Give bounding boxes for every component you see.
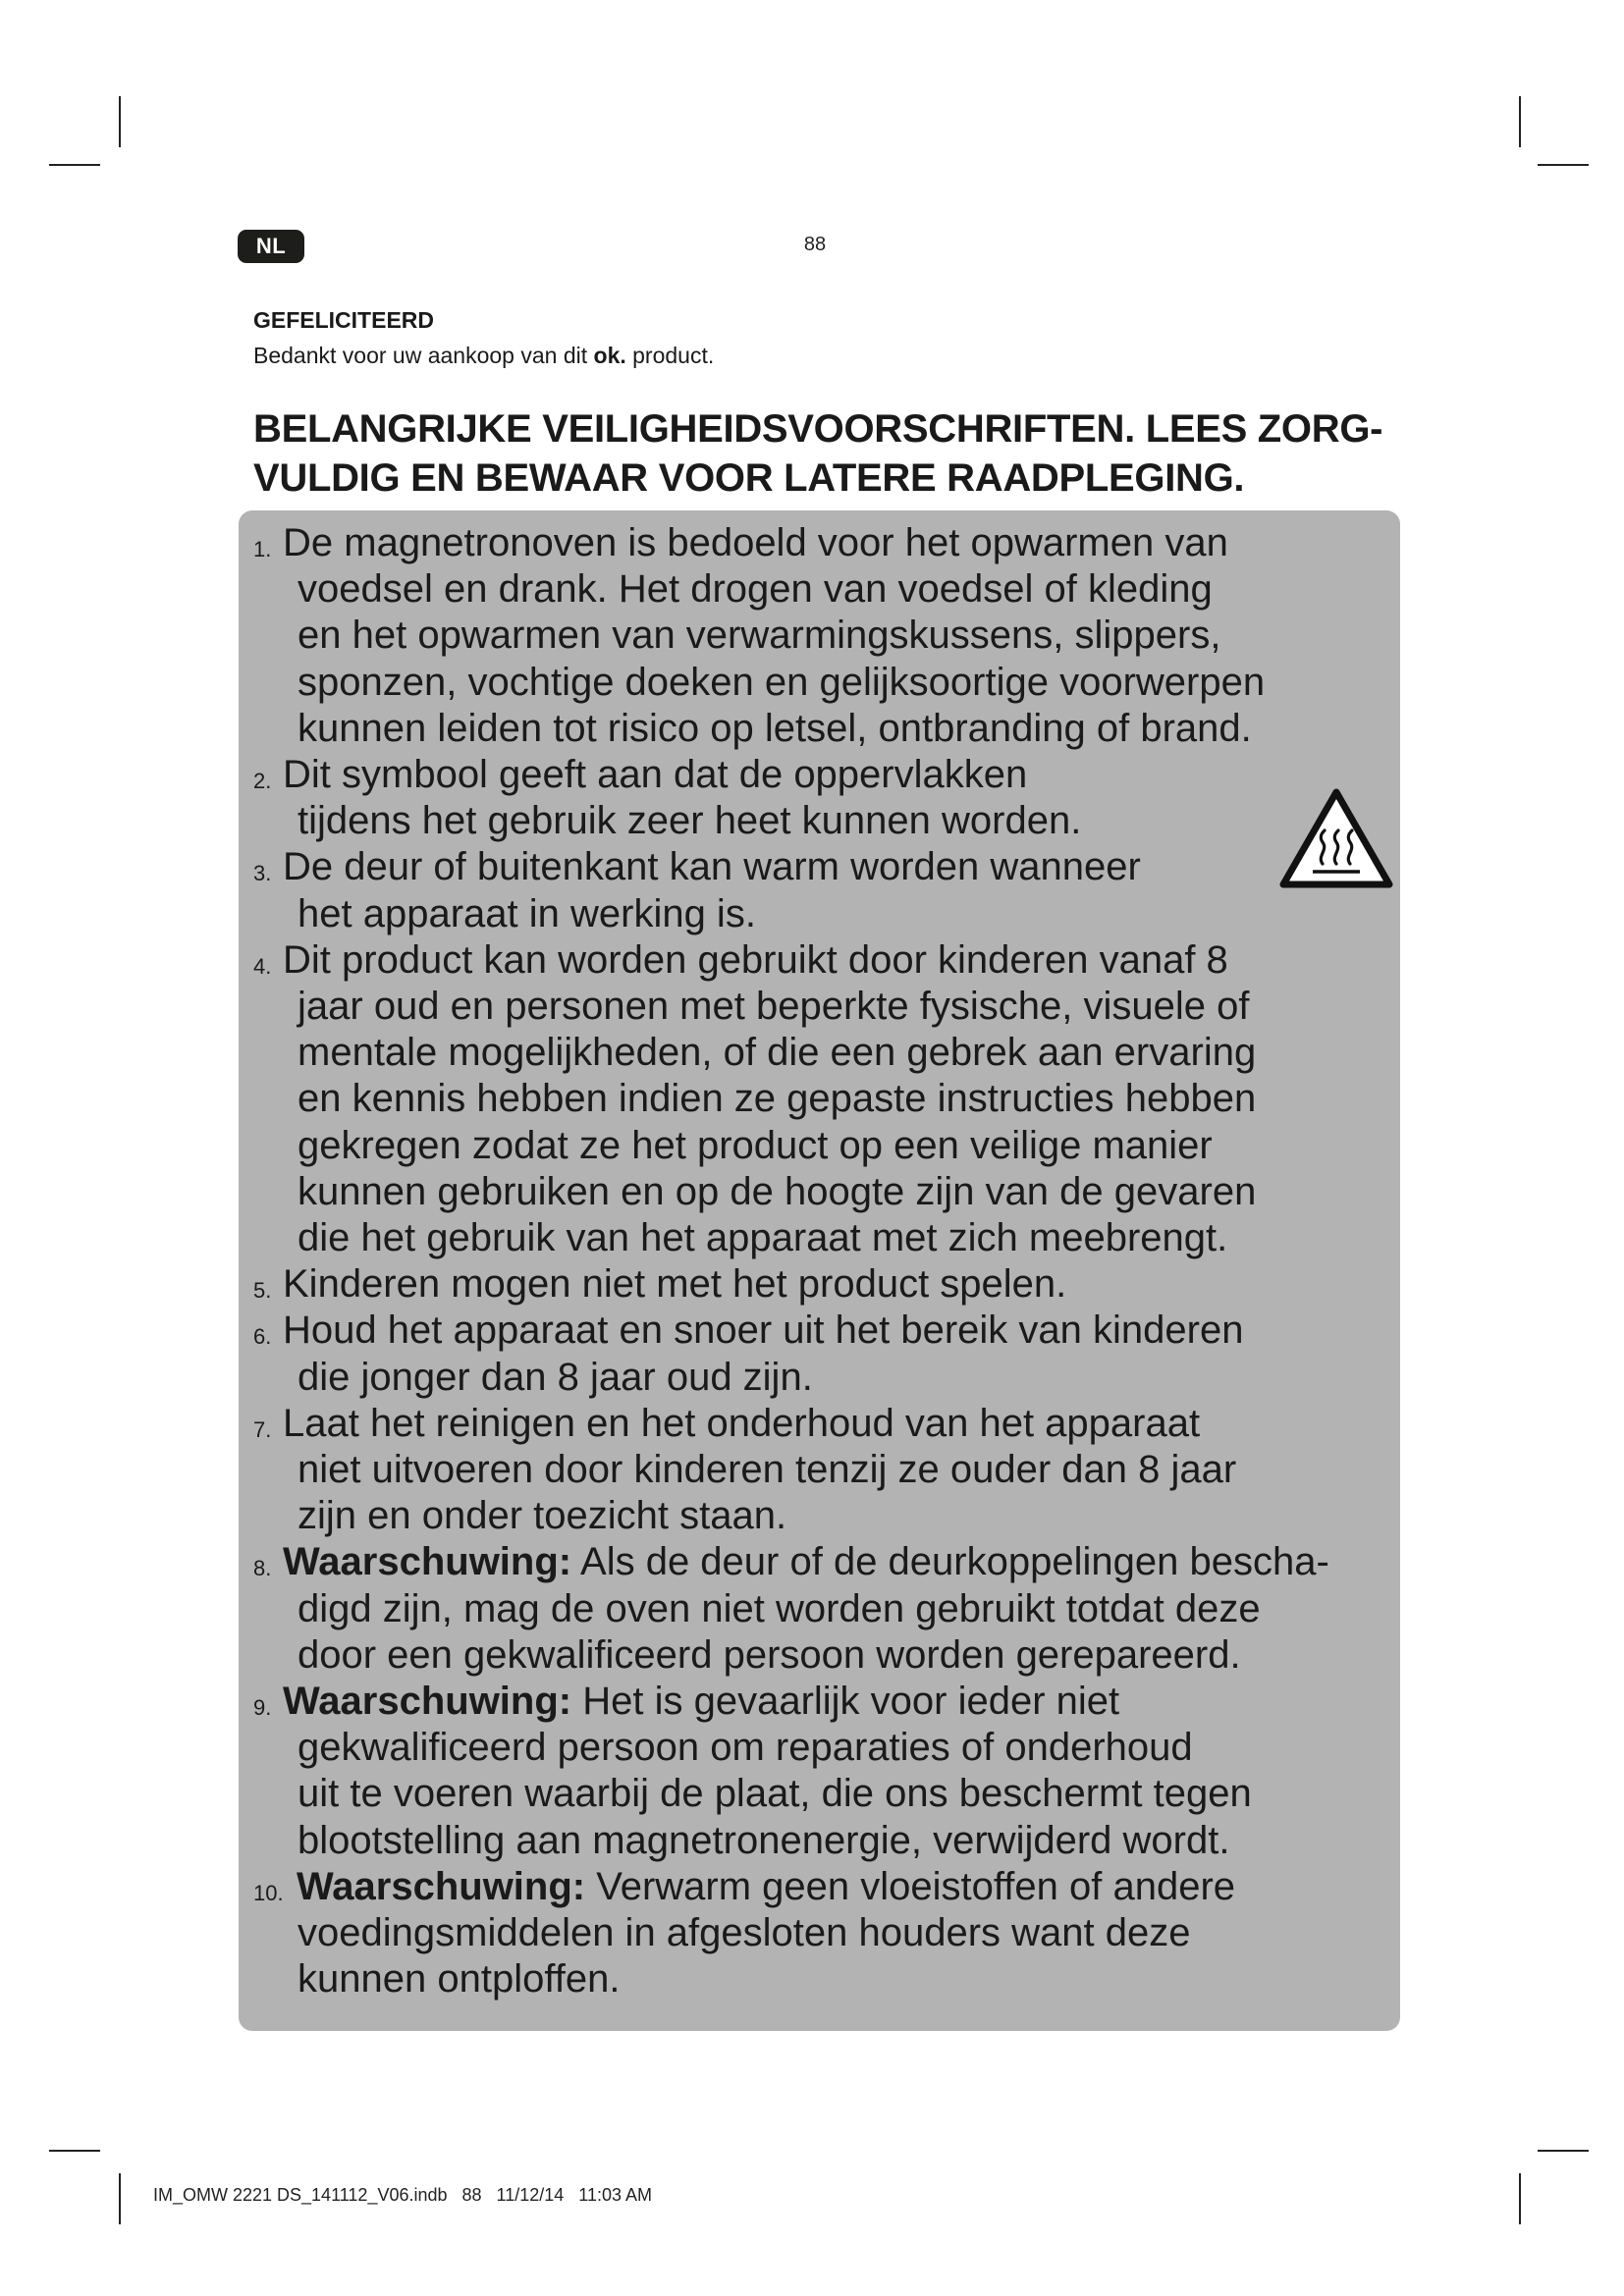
item-line: jaar oud en personen met beperkte fysische, visuele of <box>298 985 1250 1029</box>
brand-name: ok. <box>593 343 626 368</box>
list-item <box>253 1864 1382 2003</box>
item-line: De deur of buitenkant kan warm worden wanneer <box>283 845 1141 889</box>
item-number: 7. <box>253 1416 272 1442</box>
item-number: 8. <box>253 1556 272 1581</box>
item-number: 10. <box>253 1880 284 1905</box>
item-line: door een gekwalificeerd persoon worden gerepareerd. <box>298 1632 1241 1677</box>
warning-label: Waarschuwing: <box>283 1540 572 1584</box>
crop-mark <box>119 2173 121 2224</box>
list-item <box>253 844 1382 936</box>
item-line-text: Als de deur of de deurkoppelingen bescha- <box>571 1540 1329 1584</box>
safety-heading <box>253 404 1402 503</box>
print-slug: IM_OMW 2221 DS_141112_V06.indb 88 11/12/14 11:03 AM <box>153 2185 652 2205</box>
item-line: digd zijn, mag de oven niet worden gebruikt totdat deze <box>298 1586 1261 1630</box>
crop-mark <box>1519 96 1521 147</box>
warning-label: Waarschuwing: <box>297 1864 586 1908</box>
list-item <box>253 752 1382 844</box>
item-number: 2. <box>253 769 272 794</box>
item-number: 4. <box>253 953 272 979</box>
item-line: Dit product kan worden gebruikt door kinderen vanaf 8 <box>283 937 1228 982</box>
page-number: 88 <box>803 234 827 255</box>
crop-mark <box>1538 164 1589 166</box>
item-line: kunnen gebruiken en op de hoogte zijn van de gevaren <box>298 1169 1257 1213</box>
list-item <box>253 1261 1382 1308</box>
item-number: 5. <box>253 1278 272 1304</box>
language-badge: NL <box>238 230 304 263</box>
item-number: 1. <box>253 537 272 561</box>
item-line: voedsel en drank. Het drogen van voedsel of kleding <box>298 567 1213 612</box>
item-line-text: Het is gevaarlijk voor ieder niet <box>571 1680 1120 1724</box>
item-line: kunnen leiden tot risico op letsel, ontbranding of brand. <box>298 706 1252 750</box>
list-item <box>253 1401 1382 1540</box>
item-line: niet uitvoeren door kinderen tenzij ze ouder dan 8 jaar <box>298 1448 1237 1492</box>
item-line: gekregen zodat ze het product op een veilige manier <box>298 1123 1213 1167</box>
list-item <box>253 520 1382 752</box>
item-line: het apparaat in werking is. <box>298 891 756 935</box>
item-line: kunnen ontploffen. <box>298 1957 621 2002</box>
list-item <box>253 937 1382 1261</box>
list-item <box>253 1679 1382 1864</box>
item-line: sponzen, vochtige doeken en gelijksoortige voorwerpen <box>298 660 1266 704</box>
item-number: 6. <box>253 1324 272 1350</box>
item-line: Dit symbool geeft aan dat de oppervlakken <box>283 753 1028 797</box>
safety-instructions-list <box>253 520 1382 2003</box>
item-line <box>253 1539 1382 1585</box>
item-line: mentale mogelijkheden, of die een gebrek aan ervaring <box>298 1031 1257 1075</box>
item-line: Laat het reinigen en het onderhoud van het apparaat <box>283 1401 1201 1445</box>
item-number: 9. <box>253 1695 272 1721</box>
crop-mark <box>49 164 100 166</box>
item-line: uit te voeren waarbij de plaat, die ons beschermt tegen <box>298 1772 1252 1816</box>
item-line: tijdens het gebruik zeer heet kunnen worden. <box>298 799 1082 843</box>
item-line: De magnetronoven is bedoeld voor het opwarmen van <box>283 521 1228 564</box>
item-line: die jonger dan 8 jaar oud zijn. <box>298 1355 813 1399</box>
crop-mark <box>119 96 121 147</box>
thanks-line <box>253 343 714 369</box>
list-item <box>253 1539 1382 1679</box>
crop-mark <box>49 2150 100 2152</box>
item-line <box>253 1864 1382 1910</box>
item-line-text: Verwarm geen vloeistoffen of andere <box>585 1864 1236 1908</box>
item-line: gekwalificeerd persoon om reparaties of onderhoud <box>298 1726 1193 1770</box>
item-line: Houd het apparaat en snoer uit het bereik van kinderen <box>283 1308 1244 1353</box>
item-line <box>253 1679 1382 1725</box>
warning-label: Waarschuwing: <box>283 1680 572 1724</box>
item-line: die het gebruik van het apparaat met zich meebrengt. <box>298 1216 1228 1260</box>
thanks-text-end: product. <box>625 343 715 368</box>
crop-mark <box>1538 2150 1589 2152</box>
congrats-title: GEFELICITEERD <box>253 307 435 333</box>
item-line: zijn en onder toezicht staan. <box>298 1494 787 1538</box>
safety-heading-line: VULDIG EN BEWAAR VOOR LATERE RAADPLEGING. <box>253 456 1245 500</box>
item-line: voedingsmiddelen in afgesloten houders want deze <box>298 1911 1191 1955</box>
item-line: blootstelling aan magnetronenergie, verwijderd wordt. <box>298 1818 1230 1862</box>
crop-mark <box>1519 2173 1521 2224</box>
item-line: en het opwarmen van verwarmingskussens, slippers, <box>298 614 1221 658</box>
thanks-text: Bedankt voor uw aankoop van dit <box>253 343 594 368</box>
item-number: 3. <box>253 861 272 886</box>
safety-heading-line: BELANGRIJKE VEILIGHEIDSVOORSCHRIFTEN. LEES ZORG- <box>253 407 1383 451</box>
hot-surface-warning-icon <box>1279 787 1393 889</box>
item-line: en kennis hebben indien ze gepaste instructies hebben <box>298 1077 1257 1121</box>
item-line: Kinderen mogen niet met het product spelen. <box>283 1262 1067 1307</box>
list-item <box>253 1308 1382 1400</box>
